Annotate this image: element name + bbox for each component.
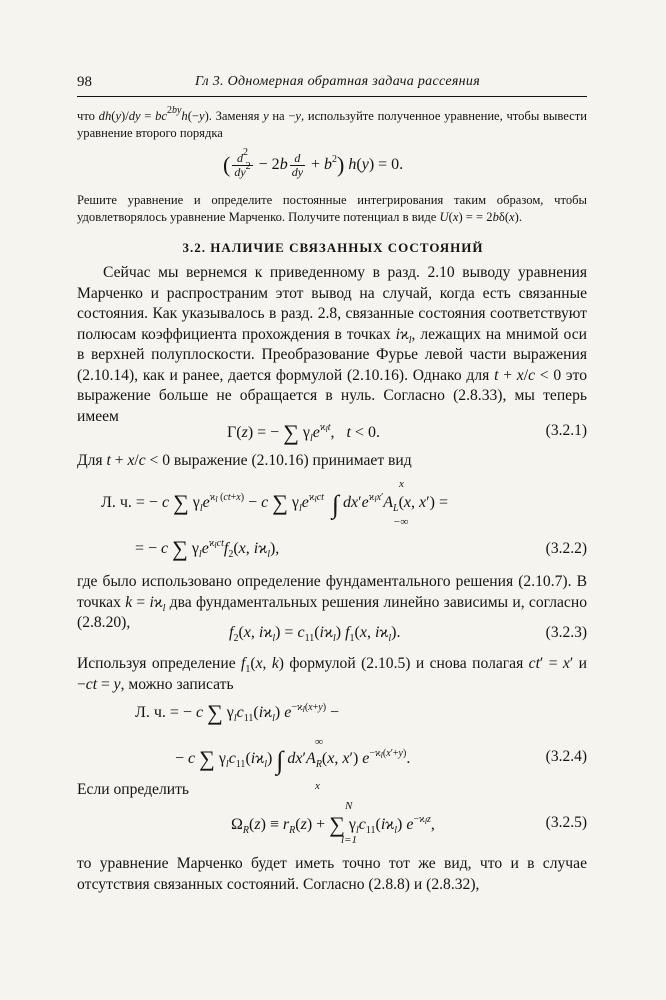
paragraph-1: Сейчас мы вернемся к приведенному в разд. 2.10 выводу уравнения Марченко и распространим этот вывод на случай, когда есть связанные состояния. Как указывалось в разд. 2.8, связанные состояния соответствуют полюсам коэффициента прохождения в точках $iϰ_l$, лежащих на мнимой оси в верхней полуплоскости. Преобразование Фурье левой части выражения (2.10.14), как и ранее, дается формулой (2.10.16). Однако для t + x/c < 0 это выражение больше не обращается в нуль. Согласно (2.8.33), мы теперь имеем bbox=[77, 264, 588, 425]
equation-number: (3.2.4) bbox=[545, 748, 587, 765]
equation-3-2-1: Γ(z) = − ∑ $\gamma_le^{ϰ_lt}$, t < 0. (3.2.1) bbox=[227, 420, 587, 445]
section-title: 3.2. НАЛИЧИЕ СВЯЗАННЫХ СОСТОЯНИЙ bbox=[182, 240, 484, 255]
equation-number: (3.2.5) bbox=[545, 814, 587, 831]
paragraph-3: где было использовано определение фундаментального решения (2.10.7). В точках $k = iϰ_l$ два фундаментальных решения линейно зависимы и, согласно (2.8.20), bbox=[77, 573, 587, 631]
header-rule bbox=[77, 96, 587, 97]
equation-3-2-4: Л. ч. = − c ∑ $\gamma_lc_{11}(iϰ_l) e^{-ϰ_l(x+y)}$ − ∞ − c ∑ $\gamma_lc_{11}(iϰ_l)$ ∫ $dx'A_R(x$, x′) $e^{-ϰ_l(x'+y)}$. x (3.2.4) bbox=[135, 700, 587, 792]
paragraph-6: то уравнение Марченко будет иметь точно тот же вид, что и в случае отсутствия связанных состояний. Согласно (2.8.8) и (2.8.32), bbox=[77, 855, 587, 893]
equation-number: (3.2.2) bbox=[545, 540, 587, 557]
equation-3-2-2: Л. ч. = − c ∑ $\gamma_le^{ϰ_l (ct+x)} - c$ ∑ $\gamma_le^{ϰ_lct}$ ∫ $dx'e^{ϰ_lx'}A_L(x$, x′) = x −∞ = − c ∑ $\gamma_le^{ϰ_lct}f_2(x$, $iϰ_l$), (3.2.2) bbox=[101, 478, 587, 561]
paragraph-2: Для t + x/c < 0 выражение (2.10.16) принимает вид bbox=[77, 452, 412, 469]
paragraph-5: Если определить bbox=[77, 781, 190, 798]
equation-number: (3.2.3) bbox=[545, 624, 587, 641]
intro-text-2: Решите уравнение и определите постоянные интегрирования таким образом, чтобы удовлетворялось уравнение Марченко. Получите потенциал в виде U(x) = = 2bδ(x). bbox=[77, 193, 587, 224]
equation-3-2-5: N $\Omega_R(z) \equiv r_R(z)$ + ∑ $\gamma_lc_{11}(iϰ_l)$ $e^{-ϰ_lz}$, l=1 (3.2.5) bbox=[231, 800, 587, 846]
intro-equation: ( $\frac{d^2}{dy^2}$ − 2b $\frac{d}{dy}$ + $b^2$) h(y) = 0. bbox=[223, 147, 404, 179]
paragraph-4: Используя определение $f_1(x$, k) формулой (2.10.5) и снова полагая ct′ = x′ и −ct = y, можно записать bbox=[77, 655, 587, 693]
running-head: Гл 3. Одномерная обратная задача рассеяния bbox=[195, 74, 481, 89]
equation-3-2-3: $f_2(x$, $iϰ_l) = c_{11}(iϰ_l)$ $f_1(x$, $iϰ_l$). (3.2.3) bbox=[229, 624, 587, 644]
page-header bbox=[77, 74, 587, 96]
equation-number: (3.2.1) bbox=[545, 422, 587, 439]
intro-text: что $dh(y)/dy = bc^{2by}h(-y)$. Заменяя y на −y, используйте полученное уравнение, чтобы вывести уравнение второго порядка bbox=[77, 105, 587, 140]
page-number: 98 bbox=[77, 74, 92, 90]
